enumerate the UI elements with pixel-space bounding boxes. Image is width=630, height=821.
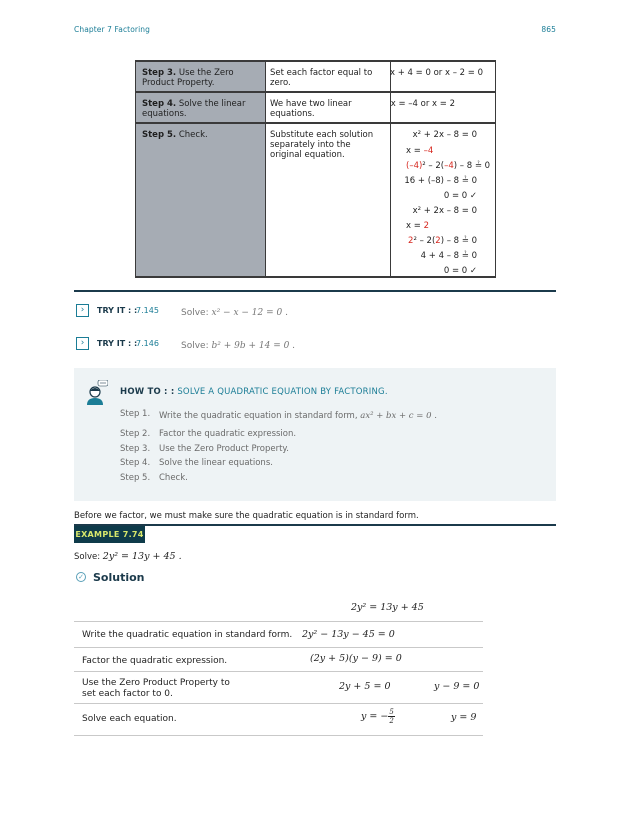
step3-label: Step 3. Use the Zero Product Property. — [142, 68, 234, 88]
howto-title: HOW TO : : SOLVE A QUADRATIC EQUATION BY FACTORING. — [120, 387, 388, 397]
solution-given-equation: 2y² = 13y + 45 — [351, 602, 424, 613]
solution-step-label: Factor the quadratic expression. — [82, 656, 228, 666]
check-line-3: (–4)² – 2(–4) – 8 ≟ 0 — [406, 161, 491, 171]
check-circle-icon: ✓ — [76, 572, 86, 582]
try-it-problem: Solve: b² + 9b + 14 = 0 . — [181, 341, 296, 351]
check-line-2: x = –4 — [406, 146, 434, 156]
check-line-1: x² + 2x – 8 = 0 — [412, 130, 477, 140]
check-line-7: x = 2 — [406, 221, 429, 231]
steps-column-shade — [136, 62, 265, 276]
howto-step-label: Step 5. — [120, 473, 151, 483]
solution-step-label: Use the Zero Product Property to set each factor to 0. — [82, 678, 230, 699]
solution-step-math: 2y² − 13y − 45 = 0 — [302, 629, 395, 640]
steps-table — [135, 60, 496, 278]
chevron-right-icon[interactable]: › — [76, 337, 89, 350]
step5-desc: Substitute each solution separately into the original equation. — [270, 130, 374, 160]
check-line-8: 2² – 2(2) – 8 ≟ 0 — [408, 236, 477, 246]
check-line-9: 4 + 4 – 8 ≟ 0 — [420, 251, 477, 261]
chapter-header: Chapter 7 Factoring — [74, 25, 150, 34]
step4-label: Step 4. Solve the linear equations. — [142, 99, 246, 119]
howto-step-label: Step 4. — [120, 458, 151, 468]
page-number: 865 — [541, 25, 556, 34]
howto-step-text: Write the quadratic equation in standard form, ax² + bx + c = 0 . — [159, 411, 437, 421]
check-line-4: 16 + (–8) – 8 ≟ 0 — [404, 176, 477, 186]
check-line-6: x² + 2x – 8 = 0 — [412, 206, 477, 216]
howto-box — [74, 368, 556, 501]
howto-step-label: Step 3. — [120, 444, 151, 454]
step3-desc: Set each factor equal to zero. — [270, 68, 373, 88]
section-divider — [74, 290, 556, 292]
howto-step-text: Factor the quadratic expression. — [159, 429, 297, 439]
howto-step-text: Use the Zero Product Property. — [159, 444, 289, 454]
example-tag: EXAMPLE 7.74 — [74, 526, 145, 543]
step3-work: x + 4 = 0 or x – 2 = 0 — [389, 68, 483, 78]
step4-work: x = –4 or x = 2 — [390, 99, 455, 109]
howto-step-label: Step 2. — [120, 429, 151, 439]
try-it-label: TRY IT : : — [97, 339, 138, 348]
try-it-number: 7.145 — [136, 306, 159, 315]
solution-step-math: y = − $\frac{5}{2}$ — [361, 708, 394, 725]
howto-step-text: Solve the linear equations. — [159, 458, 273, 468]
solution-step-math: 2y + 5 = 0 — [339, 681, 391, 692]
solution-step-math: y − 9 = 0 — [434, 681, 480, 692]
step4-desc: We have two linear equations. — [270, 99, 352, 119]
solution-step-math: y = 9 — [451, 712, 477, 723]
try-it-problem: Solve: x² − x − 12 = 0 . — [181, 308, 288, 318]
example-rule — [74, 524, 556, 526]
solution-step-math: (2y + 5)(y − 9) = 0 — [310, 653, 402, 664]
check-line-10: 0 = 0 ✓ — [443, 266, 477, 276]
intro-text: Before we factor, we must make sure the quadratic equation is in standard form. — [74, 511, 419, 521]
example-problem: Solve: 2y² = 13y + 45 . — [74, 551, 182, 562]
try-it-label: TRY IT : : — [97, 306, 138, 315]
check-line-5: 0 = 0 ✓ — [443, 191, 477, 201]
chevron-right-icon[interactable]: › — [76, 304, 89, 317]
step5-label: Step 5. Check. — [142, 130, 208, 140]
solution-title: Solution — [93, 571, 145, 584]
teacher-icon — [84, 380, 108, 406]
solution-step-label: Solve each equation. — [82, 714, 177, 724]
solution-step-label: Write the quadratic equation in standard form. — [82, 630, 293, 640]
try-it-number: 7.146 — [136, 339, 159, 348]
howto-step-label: Step 1. — [120, 409, 151, 419]
howto-step-text: Check. — [159, 473, 188, 483]
